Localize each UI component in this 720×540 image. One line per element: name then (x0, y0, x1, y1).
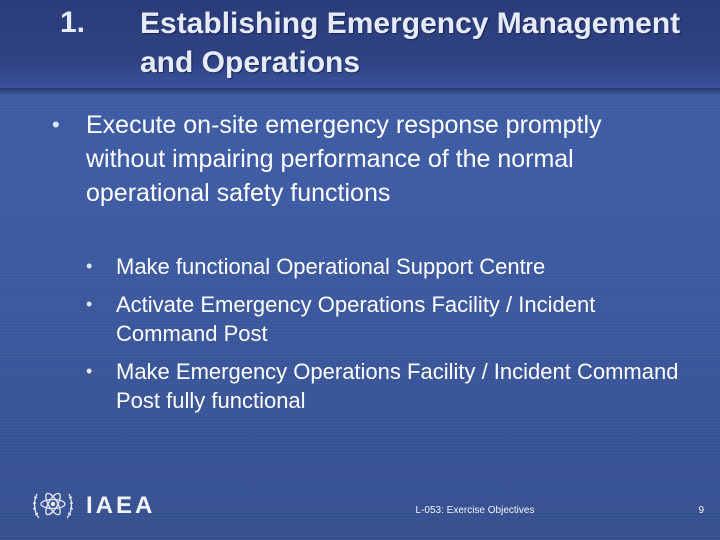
slide-title: Establishing Emergency Management and Operations (140, 7, 681, 79)
bullet-dot-icon: • (86, 361, 93, 381)
main-bullet (52, 108, 672, 210)
main-bullet-text: Execute on-site emergency response promptly without impairing performance of the normal operational safety functions (86, 111, 602, 207)
footer-caption: L-053: Exercise Objectives (415, 505, 535, 516)
title-number: 1. (60, 6, 86, 39)
sub-bullet-text: Activate Emergency Operations Facility / Incident Command Post (116, 292, 596, 346)
sub-bullet-list (86, 252, 686, 424)
iaea-logo-icon (30, 482, 76, 528)
bullet-dot-icon: • (86, 256, 93, 276)
sub-bullet-text: Make functional Operational Support Centre (116, 254, 546, 279)
sub-bullet (86, 252, 686, 281)
title-band-shadow (0, 88, 720, 96)
sub-bullet (86, 290, 686, 348)
sub-bullet-text: Make Emergency Operations Facility / Incident Command Post fully functional (116, 359, 679, 413)
footer-brand: IAEA (86, 492, 156, 519)
page-number: 9 (698, 505, 704, 516)
bullet-dot-icon: • (52, 112, 60, 137)
sub-bullet (86, 357, 686, 415)
bullet-dot-icon: • (86, 294, 93, 314)
